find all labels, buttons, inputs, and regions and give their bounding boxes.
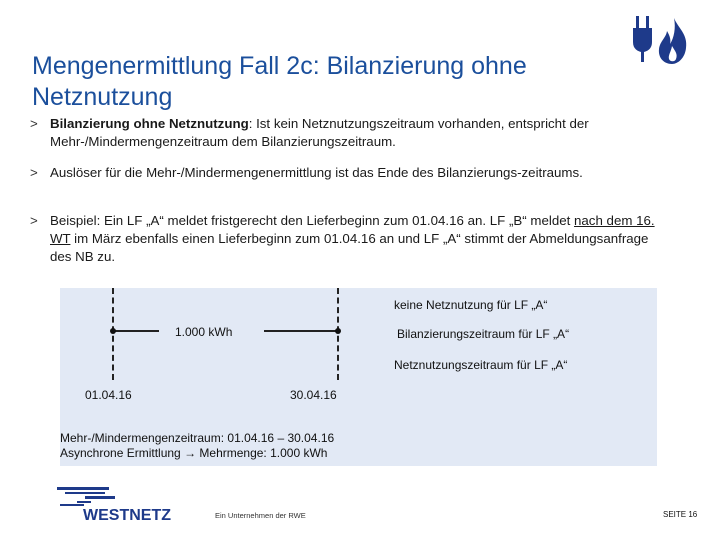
left-segment-line <box>113 330 159 332</box>
right-segment-line <box>264 330 338 332</box>
energy-icons <box>630 14 692 66</box>
page-number: SEITE 16 <box>663 510 698 519</box>
bullet-example <box>30 212 670 266</box>
end-dashed-line <box>337 288 339 380</box>
arrow-icon: → <box>184 446 197 460</box>
bullet-balancing-without-usage <box>30 115 670 151</box>
summary-line-1: Mehr-/Mindermengenzeitraum: 01.04.16 – 30.04.16 <box>60 431 335 445</box>
no-usage-label <box>394 298 547 312</box>
logo-text: WESTNETZ <box>83 507 171 523</box>
summary-line-2 <box>60 446 334 461</box>
bullet-marker: > <box>30 116 38 131</box>
start-point <box>110 328 116 334</box>
summary-line-2-post: Mehrmenge: 1.000 kWh <box>196 446 328 460</box>
bullet-trigger <box>30 164 670 182</box>
bullet-post: im März ebenfalls einen Lieferbeginn zum 01.04.16 an und LF „A“ stimmt der Abmeldungsanfrage des NB zu. <box>50 231 649 264</box>
timeline-diagram <box>60 288 657 466</box>
usage-period-label: Netznutzungszeitraum für LF „A“ <box>394 358 568 372</box>
no-usage-rest: Netznutzung für LF „A“ <box>422 298 548 312</box>
quantity-label: 1.000 kWh <box>175 325 233 339</box>
page-title: Mengenermittlung Fall 2c: Bilanzierung ohne Netznutzung <box>32 51 527 111</box>
date-start-label: 01.04.16 <box>85 388 132 402</box>
westnetz-logo <box>55 483 215 523</box>
start-dashed-line <box>112 288 114 380</box>
date-end-label: 30.04.16 <box>290 388 337 402</box>
summary-text <box>60 431 334 461</box>
bullet-marker: > <box>30 165 38 180</box>
bullet-text: Auslöser für die Mehr-/Mindermengenermittlung ist das Ende des Bilanzierungs-zeitraums. <box>50 165 583 180</box>
bullet-bold-lead: Bilanzierung ohne Netznutzung <box>50 116 249 131</box>
bullet-underlined: nach dem 16. WT <box>50 213 655 246</box>
footer-tagline: Ein Unternehmen der RWE <box>215 511 306 520</box>
bullet-pre: Beispiel: Ein LF „A“ meldet fristgerecht den Lieferbeginn zum 01.04.16 an. LF „B“ meldet <box>50 213 575 228</box>
bullet-text <box>50 212 670 266</box>
balancing-period-label: Bilanzierungszeitraum für LF „A“ <box>397 327 570 341</box>
end-point <box>335 328 341 334</box>
summary-line-2-pre: Asynchrone Ermittlung <box>60 446 185 460</box>
bullet-text <box>50 115 670 151</box>
no-usage-underlined: keine <box>394 298 423 312</box>
plug-icon <box>633 16 652 62</box>
bullet-marker: > <box>30 213 38 228</box>
bullet-rest: : Ist kein Netznutzungszeitraum vorhanden, entspricht der Mehr-/Mindermengenzeitraum dem Bilanzierungszeitraum. <box>50 116 589 149</box>
